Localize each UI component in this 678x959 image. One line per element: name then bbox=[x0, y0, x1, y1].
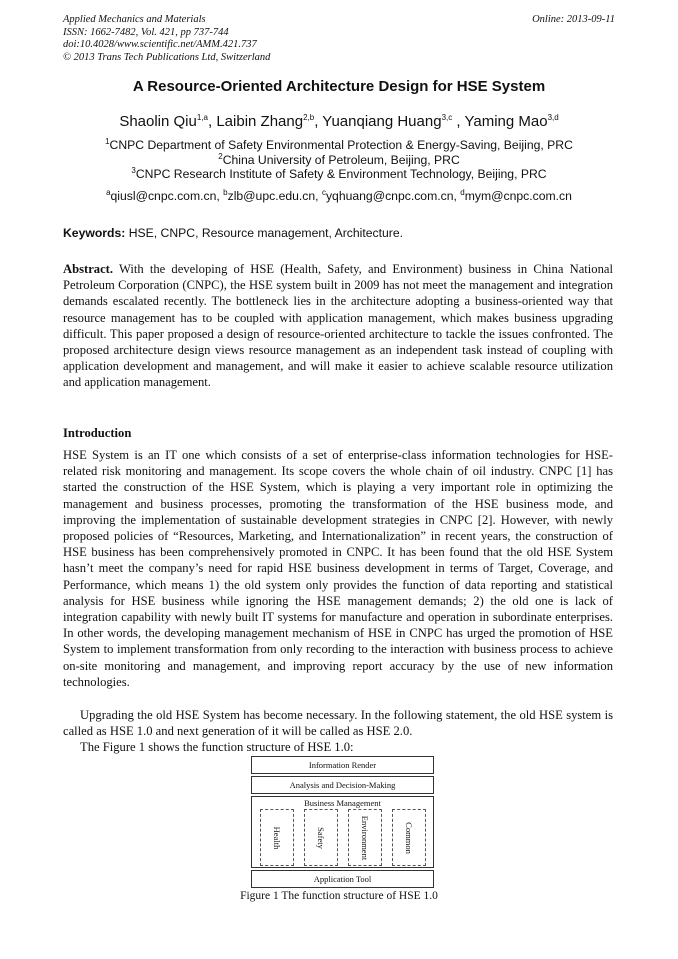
abstract-label: Abstract. bbox=[63, 262, 114, 276]
layer-information-render: Information Render bbox=[251, 756, 434, 774]
author-sup: 3,c bbox=[441, 113, 453, 122]
email-link[interactable]: yqhuang@cnpc.com.cn, bbox=[325, 189, 461, 203]
author-name: Yaming Mao bbox=[464, 113, 548, 130]
module-environment: Environment bbox=[348, 809, 382, 866]
intro-paragraph-1: HSE System is an IT one which consists of a set of enterprise-class information technologies for HSE-related risk monitoring and management. Its scope covers the whole chain of oil industry. CNPC [1] has started the construction of the HSE System, which is playing a very important role in optimizing the management and business processes, promoting the transformation of the HSE business mode, and improving the implementation of sustainable development strategies in CNPC [2]. However, with newly proposed policies of “Resources, Marketing, and Internationalization” in recent years, the construction of HSE business has been comprehensively promoted in CNPC. It has been found that the old HSE System hasn’t meet the company’s need for rapid HSE business development in terms of Target, Coverage, and Performance, which means 1) the old system only provides the function of data reporting and statistical analysis for HSE business while ignoring the HSE management demands; 2) the old one is lack of integration capability with newly built IT systems for manufacture and operation in subordinate enterprises. In other words, the developing management mechanism of HSE in CNPC has urged the promotion of HSE System to implement transformation from only recording to the interaction with business process to achieve on-site monitoring and management, and improving report accuracy by the use of new information technologies. bbox=[63, 448, 613, 689]
keywords bbox=[63, 226, 615, 240]
intro-paragraph-3: The Figure 1 shows the function structure of HSE 1.0: bbox=[80, 740, 354, 754]
figure-1-diagram bbox=[251, 756, 434, 888]
author-emails: $^a$qiusl@cnpc.com.cn, $^b$zlb@upc.edu.cn, $^c$yqhuang@cnpc.com.cn, $^d$mym@cnpc.com.cn bbox=[106, 187, 572, 203]
author-sup: 2,b bbox=[303, 113, 315, 122]
affiliation-3: $^3$CNPC Research Institute of Safety & Environment Technology, Beijing, PRC bbox=[131, 165, 547, 181]
email-link[interactable]: zlb@upc.edu.cn, bbox=[227, 189, 322, 203]
abstract bbox=[63, 261, 613, 391]
paper-title: A Resource-Oriented Architecture Design for HSE System bbox=[132, 78, 546, 95]
module-health: Health bbox=[260, 809, 294, 866]
figure-1-caption: Figure 1 The function structure of HSE 1.0 bbox=[240, 890, 438, 902]
author-name: Yuanqiang Huang bbox=[322, 113, 442, 130]
email-link[interactable]: mym@cnpc.com.cn bbox=[464, 189, 572, 203]
affiliation-2: $^2$China University of Petroleum, Beijing, PRC bbox=[218, 151, 460, 167]
author-sup: 3,d bbox=[547, 113, 559, 122]
abstract-text: With the developing of HSE (Health, Safety, and Environment) business in China National Petroleum Corporation (CNPC), the HSE system built in 2009 has not meet the management and integration demands escalated recently. The bottleneck lies in the architecture adopting a business-oriented way that resource management has to be coupled with application management, which makes business upgrading difficult. This paper proposed a design of resource-oriented architecture to tackle the issues confronted. The proposed architecture design views resource management as an independent task instead of coupling with application development and management, and will make it easier to achieve scalable resource utilization and application management. bbox=[63, 262, 613, 390]
running-header bbox=[63, 14, 615, 64]
layer-analysis-decision: Analysis and Decision-Making bbox=[251, 776, 434, 794]
doi-line: doi:10.4028/www.scientific.net/AMM.421.737 bbox=[63, 39, 257, 50]
layer-application-tool: Application Tool bbox=[251, 870, 434, 888]
email-link[interactable]: qiusl@cnpc.com.cn, bbox=[110, 189, 224, 203]
section-heading-introduction: Introduction bbox=[63, 426, 132, 440]
copyright-line: © 2013 Trans Tech Publications Ltd, Switzerland bbox=[63, 51, 271, 63]
layer-business-management: Business Management Health Safety Environment Common bbox=[251, 796, 434, 868]
keywords-text: HSE, CNPC, Resource management, Architecture. bbox=[125, 226, 404, 240]
author-name: Laibin Zhang bbox=[216, 113, 304, 130]
journal-name: Applied Mechanics and Materials bbox=[63, 14, 206, 25]
author-sup: 1,a bbox=[196, 113, 208, 122]
author-list: Shaolin Qiu$^{1,a}$, Laibin Zhang$^{2,b}$, Yuanqiang Huang$^{3,c}$ , Yaming Mao$^{3,d}$ bbox=[119, 113, 559, 130]
affiliation-1: $^1$CNPC Department of Safety Environmental Protection & Energy-Saving, Beijing, PRC bbox=[105, 136, 573, 152]
author-name: Shaolin Qiu bbox=[119, 113, 197, 130]
keywords-label: Keywords: bbox=[63, 226, 126, 240]
intro-paragraph-2: Upgrading the old HSE System has become necessary. In the following statement, the old HSE system is called as HSE 1.0 and next generation of it will be called as HSE 2.0. bbox=[63, 708, 613, 739]
module-safety: Safety bbox=[304, 809, 338, 866]
module-common: Common bbox=[392, 809, 426, 866]
online-date: Online: 2013-09-11 bbox=[532, 14, 615, 25]
issn-line: ISSN: 1662-7482, Vol. 421, pp 737-744 bbox=[63, 26, 229, 38]
